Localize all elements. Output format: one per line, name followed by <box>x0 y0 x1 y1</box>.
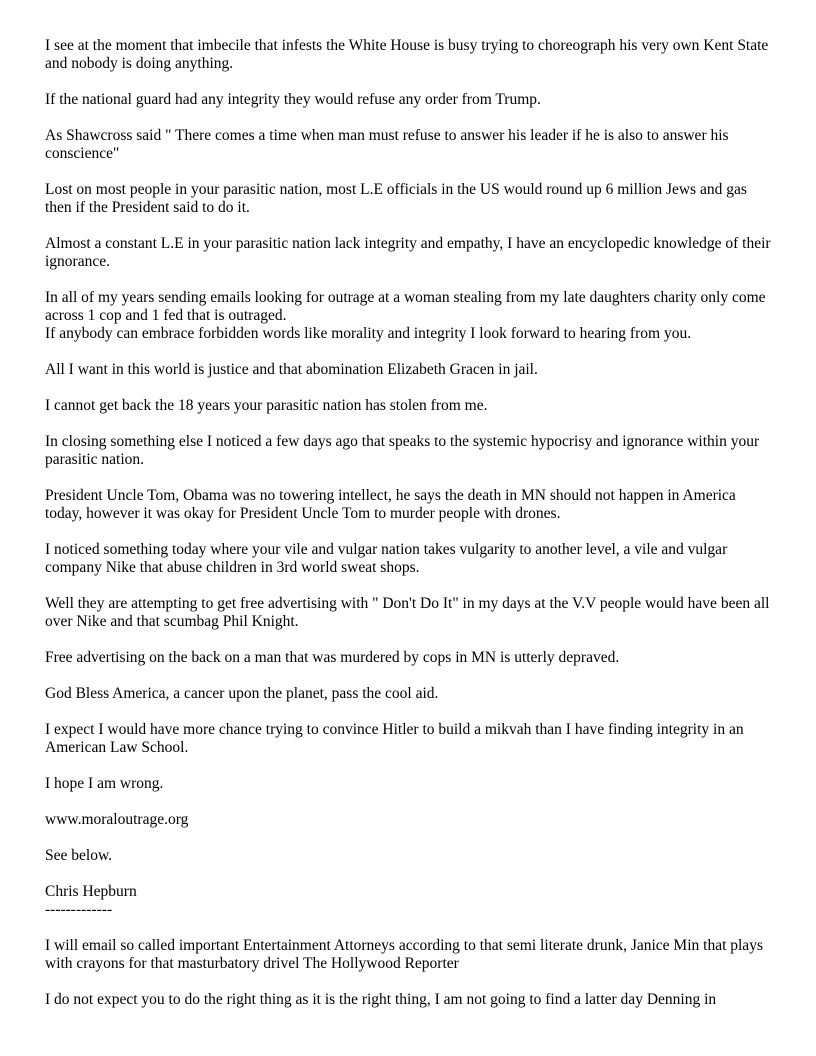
paragraph: I do not expect you to do the right thing as it is the right thing, I am not going to find a latter day Denning in <box>45 991 717 1008</box>
paragraph: I hope I am wrong. <box>45 775 164 792</box>
paragraph: I will email so called important Entertainment Attorneys according to that semi literate drunk, Janice Min that plays with crayons for that masturbatory drivel The Hollywood Reporter <box>45 937 763 972</box>
paragraph: If the national guard had any integrity they would refuse any order from Trump. <box>45 91 541 108</box>
separator-line: ------------- <box>45 901 113 918</box>
website-url: www.moraloutrage.org <box>45 811 189 828</box>
paragraph: President Uncle Tom, Obama was no towering intellect, he says the death in MN should not happen in America today, however it was okay for President Uncle Tom to murder people with drones. <box>45 487 736 522</box>
paragraph: In all of my years sending emails looking for outrage at a woman stealing from my late daughters charity only come across 1 cop and 1 fed that is outraged. If anybody can embrace forbidden words like morality and integrity I look forward to hearing from you. <box>45 289 766 342</box>
paragraph: God Bless America, a cancer upon the planet, pass the cool aid. <box>45 685 439 702</box>
email-body <box>45 37 775 1027</box>
paragraph: I expect I would have more chance trying to convince Hitler to build a mikvah than I have finding integrity in an American Law School. <box>45 721 744 756</box>
paragraph: I noticed something today where your vile and vulgar nation takes vulgarity to another level, a vile and vulgar company Nike that abuse children in 3rd world sweat shops. <box>45 541 728 576</box>
paragraph: In closing something else I noticed a few days ago that speaks to the systemic hypocrisy and ignorance within your parasitic nation. <box>45 433 760 468</box>
paragraph: All I want in this world is justice and that abomination Elizabeth Gracen in jail. <box>45 361 538 378</box>
signature-block <box>45 883 775 919</box>
paragraph: As Shawcross said " There comes a time when man must refuse to answer his leader if he is also to answer his conscience" <box>45 127 729 162</box>
signature-name: Chris Hepburn <box>45 883 137 900</box>
paragraph: I cannot get back the 18 years your parasitic nation has stolen from me. <box>45 397 488 414</box>
paragraph: Free advertising on the back on a man that was murdered by cops in MN is utterly depraved. <box>45 649 620 666</box>
paragraph: Well they are attempting to get free advertising with " Don't Do It" in my days at the V.V people would have been all over Nike and that scumbag Phil Knight. <box>45 595 770 630</box>
paragraph: Almost a constant L.E in your parasitic nation lack integrity and empathy, I have an encyclopedic knowledge of their ignorance. <box>45 235 771 270</box>
paragraph: I see at the moment that imbecile that infests the White House is busy trying to choreograph his very own Kent State and nobody is doing anything. <box>45 37 769 72</box>
paragraph: Lost on most people in your parasitic nation, most L.E officials in the US would round up 6 million Jews and gas then if the President said to do it. <box>45 181 747 216</box>
paragraph: See below. <box>45 847 113 864</box>
